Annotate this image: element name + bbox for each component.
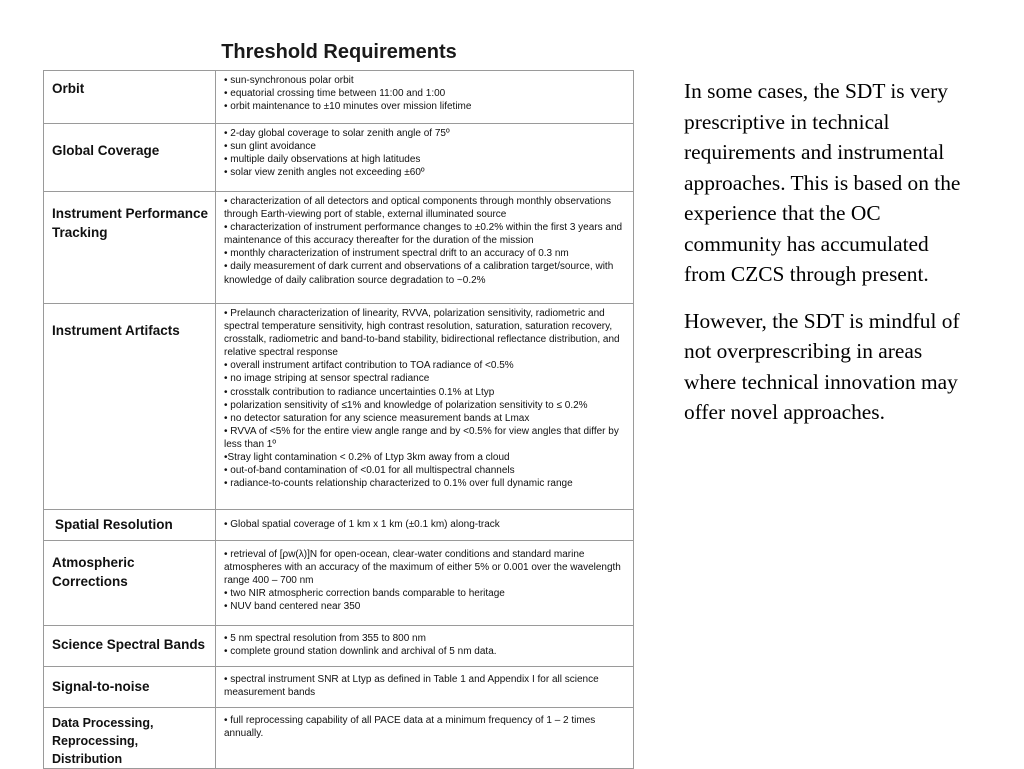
- requirement-item: • monthly characterization of instrument spectral drift to an accuracy of 0.3 nm: [224, 248, 569, 260]
- details-cell: [216, 626, 634, 667]
- requirement-item: • daily measurement of dark current and observations of a calibration target/source, with knowledge of daily calibration source degradation to ~0.2%: [224, 261, 614, 286]
- category-cell: Signal-to-noise: [44, 667, 216, 708]
- details-cell: [216, 510, 634, 541]
- details-cell: [216, 304, 634, 510]
- requirement-item: • two NIR atmospheric correction bands comparable to heritage: [224, 588, 505, 600]
- category-cell: Instrument Artifacts: [44, 304, 216, 510]
- requirement-item: • orbit maintenance to ±10 minutes over mission lifetime: [224, 101, 472, 113]
- requirement-item: • 2-day global coverage to solar zenith angle of 75º: [224, 128, 450, 139]
- details-cell: [216, 667, 634, 708]
- requirement-item: • out-of-band contamination of <0.01 for all multispectral channels: [224, 465, 515, 477]
- table-row: [44, 124, 634, 192]
- requirement-item: • complete ground station downlink and archival of 5 nm data.: [224, 646, 497, 658]
- requirement-item: • overall instrument artifact contribution to TOA radiance of <0.5%: [224, 360, 514, 372]
- commentary-paragraph: In some cases, the SDT is very prescriptive in technical requirements and instrumental approaches. This is based on the experience that the OC community has accumulated from CZCS through present.: [684, 79, 961, 286]
- requirement-item: •Stray light contamination < 0.2% of Ltyp 3km away from a cloud: [224, 452, 510, 464]
- commentary-paragraph: However, the SDT is mindful of not overprescribing in areas where technical innovation may offer novel approaches.: [684, 308, 960, 424]
- requirement-item: • retrieval of [ρw(λ)]N for open-ocean, clear-water conditions and standard marine atmospheres with an accuracy of the maximum of either 5% or 0.001 over the wavelength range 400 – 700 nm: [224, 549, 621, 587]
- table-row: [44, 626, 634, 667]
- table-row: [44, 667, 634, 708]
- details-cell: [216, 192, 634, 304]
- requirement-item: • sun glint avoidance: [224, 141, 316, 153]
- requirement-item: • Global spatial coverage of 1 km x 1 km (±0.1 km) along-track: [224, 519, 500, 530]
- requirement-item: • 5 nm spectral resolution from 355 to 800 nm: [224, 633, 426, 644]
- requirement-item: • Prelaunch characterization of linearity, RVVA, polarization sensitivity, radiometric and spectral temperature sensitivity, high contrast resolution, saturation, saturation recovery, crosstalk, radiometric and band-to-band stability, bidirectional reflectance distribution, and relative spectral response: [224, 308, 620, 359]
- category-cell: Global Coverage: [44, 124, 216, 192]
- category-cell: Atmospheric Corrections: [44, 541, 216, 626]
- table-title: Threshold Requirements: [221, 41, 457, 63]
- requirement-item: • characterization of instrument performance changes to ±0.2% within the first 3 years and maintenance of this accuracy thereafter for the duration of the mission: [224, 222, 623, 247]
- category-cell: Instrument Performance Tracking: [44, 192, 216, 304]
- details-cell: [216, 541, 634, 626]
- details-cell: [216, 708, 634, 769]
- table-row: [44, 192, 634, 304]
- requirement-item: • crosstalk contribution to radiance uncertainties 0.1% at Ltyp: [224, 386, 495, 398]
- requirement-item: • radiance-to-counts relationship characterized to 0.1% over full dynamic range: [224, 478, 573, 490]
- requirement-item: • solar view zenith angles not exceeding ±60º: [224, 167, 425, 179]
- details-cell: [216, 124, 634, 192]
- category-cell: Science Spectral Bands: [44, 626, 216, 667]
- details-cell: [216, 71, 634, 124]
- commentary: [684, 76, 974, 444]
- table-row: [44, 71, 634, 124]
- requirements-table: [43, 70, 634, 769]
- table-row: [44, 304, 634, 510]
- category-cell: Data Processing, Reprocessing, Distribution: [44, 708, 216, 769]
- requirement-item: • equatorial crossing time between 11:00 and 1:00: [224, 88, 446, 100]
- requirement-item: • polarization sensitivity of ≤1% and knowledge of polarization sensitivity to ≤ 0.2%: [224, 399, 588, 411]
- table-row: [44, 510, 634, 541]
- table-row: [44, 708, 634, 769]
- requirement-item: • NUV band centered near 350: [224, 601, 361, 613]
- requirement-item: • spectral instrument SNR at Ltyp as defined in Table 1 and Appendix I for all science measurement bands: [224, 674, 599, 699]
- requirement-item: • sun-synchronous polar orbit: [224, 75, 354, 86]
- table-row: [44, 541, 634, 626]
- requirement-item: • no image striping at sensor spectral radiance: [224, 373, 430, 385]
- requirement-item: • full reprocessing capability of all PACE data at a minimum frequency of 1 – 2 times annually.: [224, 715, 596, 740]
- requirement-item: • no detector saturation for any science measurement bands at Lmax: [224, 412, 530, 424]
- category-cell: Spatial Resolution: [44, 510, 216, 541]
- requirement-item: • characterization of all detectors and optical components through monthly observations through Earth-viewing port of stable, external illuminated source: [224, 196, 612, 221]
- requirement-item: • multiple daily observations at high latitudes: [224, 154, 421, 166]
- requirement-item: • RVVA of <5% for the entire view angle range and by <0.5% for view angles that differ by less than 1º: [224, 425, 619, 450]
- category-cell: Orbit: [44, 71, 216, 124]
